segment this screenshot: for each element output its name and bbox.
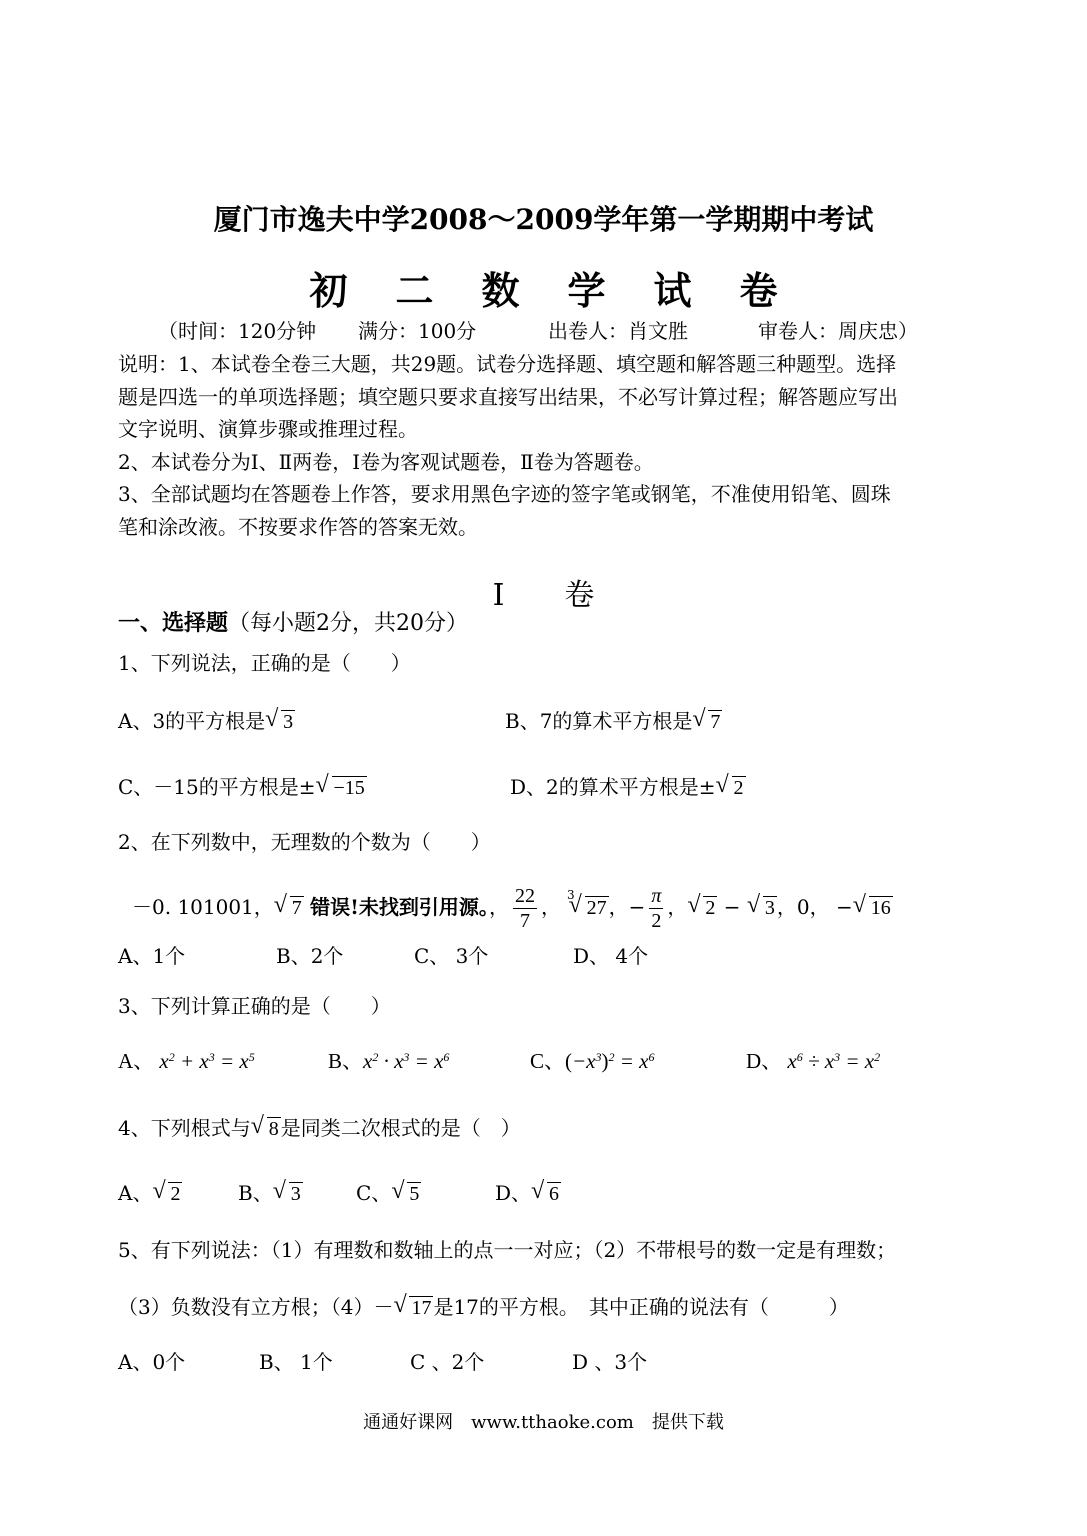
q4-option-b [238, 1180, 303, 1207]
q2-option-c: C、 3个 [414, 944, 489, 968]
q5-line2-suffix: 是17的平方根。 其中正确的说法有（ ） [433, 1295, 849, 1319]
q5-option-a: A、0个 [118, 1350, 186, 1374]
q3-d-label: D、 [746, 1049, 783, 1073]
q3-option-b: B、$x^2 \cdot x^3 = x^6$ [328, 1049, 450, 1073]
q1-d-text: D、2的算术平方根是± [510, 775, 716, 799]
q2-error-note: 错误!未找到引用源。 [310, 895, 489, 919]
q4-option-c [356, 1180, 421, 1207]
q5-line2 [118, 1294, 849, 1321]
instruction-line: 2、本试卷分为Ⅰ、Ⅱ两卷，Ⅰ卷为客观试题卷，Ⅱ卷为答题卷。 [118, 450, 654, 474]
q3-option-a: A、 $x^2 + x^3 = x^5$ [118, 1049, 255, 1073]
part1-heading-note: （每小题2分，共20分） [228, 611, 469, 636]
q2-zero: 0， [796, 895, 830, 919]
page-footer: 通通好课网 www.tthaoke.com 提供下载 [363, 1412, 724, 1433]
q4-option-d [495, 1180, 561, 1207]
paper-title-char: 卷 [739, 268, 778, 313]
paper-title-char: 初 [309, 268, 348, 313]
q2-decimal: －0. 101001， [132, 895, 274, 919]
exam-score: 满分：100分 [358, 319, 477, 343]
instruction-line: 3、全部试题均在答题卷上作答，要求用黑色字迹的签字笔或钢笔，不准使用铅笔、圆珠 [118, 482, 891, 506]
part1-heading [118, 610, 468, 637]
q1-a-text: A、3的平方根是 [118, 709, 266, 733]
q5-line2-prefix: （3）负数没有立方根；（4）－ [118, 1295, 394, 1319]
q2-numbers: －0. 101001，√ 7 错误!未找到引用源。， $\frac{22}{7}$ ， $^3$√ 27 ，− $\frac{\pi}{2}$ ，√ 2 − √ 3 ，0， −√ 16 [132, 884, 893, 933]
q4-b-radicand: 3 [290, 1183, 301, 1205]
q1-d-radicand: 2 [733, 777, 744, 799]
q2-sqrt3: 3 [764, 897, 775, 919]
q5-line2-radicand: 17 [411, 1297, 432, 1319]
q5-line1: 5、有下列说法：（1）有理数和数轴上的点一一对应；（2）不带根号的数一定是有理数； [118, 1238, 897, 1262]
instruction-line: 题是四选一的单项选择题；填空题只要求直接写出结果，不必写计算过程；解答题应写出 [118, 385, 898, 409]
q5-option-b: B、 1个 [259, 1350, 333, 1374]
q5-option-c: C 、2个 [410, 1350, 485, 1374]
school-exam-title: 厦门市逸夫中学2008～2009学年第一学期期中考试 [213, 203, 874, 236]
q5-option-d: D 、3个 [572, 1350, 648, 1374]
q2-cube-index: 3 [566, 888, 575, 902]
q2-option-d: D、 4个 [573, 944, 649, 968]
instruction-line: 笔和涂改液。不按要求作答的答案无效。 [118, 515, 478, 539]
part1-heading-label: 一、选择题 [118, 610, 229, 636]
q2-pi-num: π [651, 885, 662, 907]
q2-sqrt16: 16 [870, 897, 891, 919]
paper-title-char: 数 [481, 268, 520, 313]
q2-sqrt7: 7 [291, 897, 302, 919]
q2-cube-radicand: 27 [586, 897, 607, 919]
q2-pi-den: 2 [651, 910, 662, 932]
q1-b-text: B、7的算术平方根是 [505, 709, 693, 733]
q4-stem-radicand: 8 [268, 1118, 279, 1140]
exam-author: 出卷人：肖文胜 [548, 319, 688, 343]
q2-option-b: B、2个 [276, 944, 344, 968]
q4-d-radicand: 6 [549, 1183, 560, 1205]
q2-stem: 2、在下列数中，无理数的个数为（ ） [118, 830, 491, 854]
q4-stem [118, 1115, 521, 1142]
q1-b-radicand: 7 [710, 711, 721, 733]
q2-fraction [513, 884, 537, 933]
q3-option-d: D、 $x^6 \div x^3 = x^2$ [746, 1049, 881, 1073]
q4-option-a [118, 1180, 182, 1207]
instruction-line: 说明：1、本试卷全卷三大题，共29题。试卷分选择题、填空题和解答题三种题型。选择 [118, 352, 897, 376]
instruction-line: 文字说明、演算步骤或推理过程。 [118, 417, 418, 441]
q4-b-label: B、 [238, 1181, 273, 1205]
q2-option-a: A、1个 [118, 944, 186, 968]
q1-option-a [118, 708, 295, 735]
q1-c-text: C、－15的平方根是± [118, 775, 316, 799]
q1-option-d [510, 774, 746, 801]
q2-frac-den: 7 [519, 910, 530, 932]
paper-title-char: 学 [567, 268, 606, 313]
q1-stem: 1、下列说法，正确的是（ ） [118, 651, 411, 675]
q2-sqrt2: 2 [705, 897, 716, 919]
q4-a-radicand: 2 [170, 1183, 181, 1205]
paper-title-char: 试 [653, 268, 692, 313]
q4-c-label: C、 [356, 1181, 392, 1205]
section-title: Ⅰ 卷 [492, 578, 595, 613]
q3-c-label: C、 [530, 1049, 566, 1073]
q4-c-radicand: 5 [409, 1183, 420, 1205]
q1-a-radicand: 3 [283, 711, 294, 733]
q2-frac-num: 22 [514, 885, 535, 907]
paper-title [0, 260, 1087, 315]
q1-option-c [118, 774, 367, 801]
q3-stem: 3、下列计算正确的是（ ） [118, 994, 391, 1018]
q4-stem-suffix: 是同类二次根式的是（ ） [280, 1116, 521, 1140]
q2-pi-fraction [649, 884, 663, 933]
q4-d-label: D、 [495, 1181, 532, 1205]
exam-reviewer: 审卷人：周庆忠） [758, 319, 918, 343]
exam-time: （时间：120分钟 [158, 319, 317, 343]
q4-stem-prefix: 4、下列根式与 [118, 1116, 251, 1140]
q3-a-label: A、 [118, 1049, 155, 1073]
q1-c-radicand: −15 [333, 777, 365, 799]
paper-title-char: 二 [395, 268, 434, 313]
q4-a-label: A、 [118, 1181, 153, 1205]
q3-b-label: B、 [328, 1049, 364, 1073]
q1-option-b [505, 708, 722, 735]
q3-option-c: C、$(-x^3)^2 = x^6$ [530, 1049, 655, 1073]
